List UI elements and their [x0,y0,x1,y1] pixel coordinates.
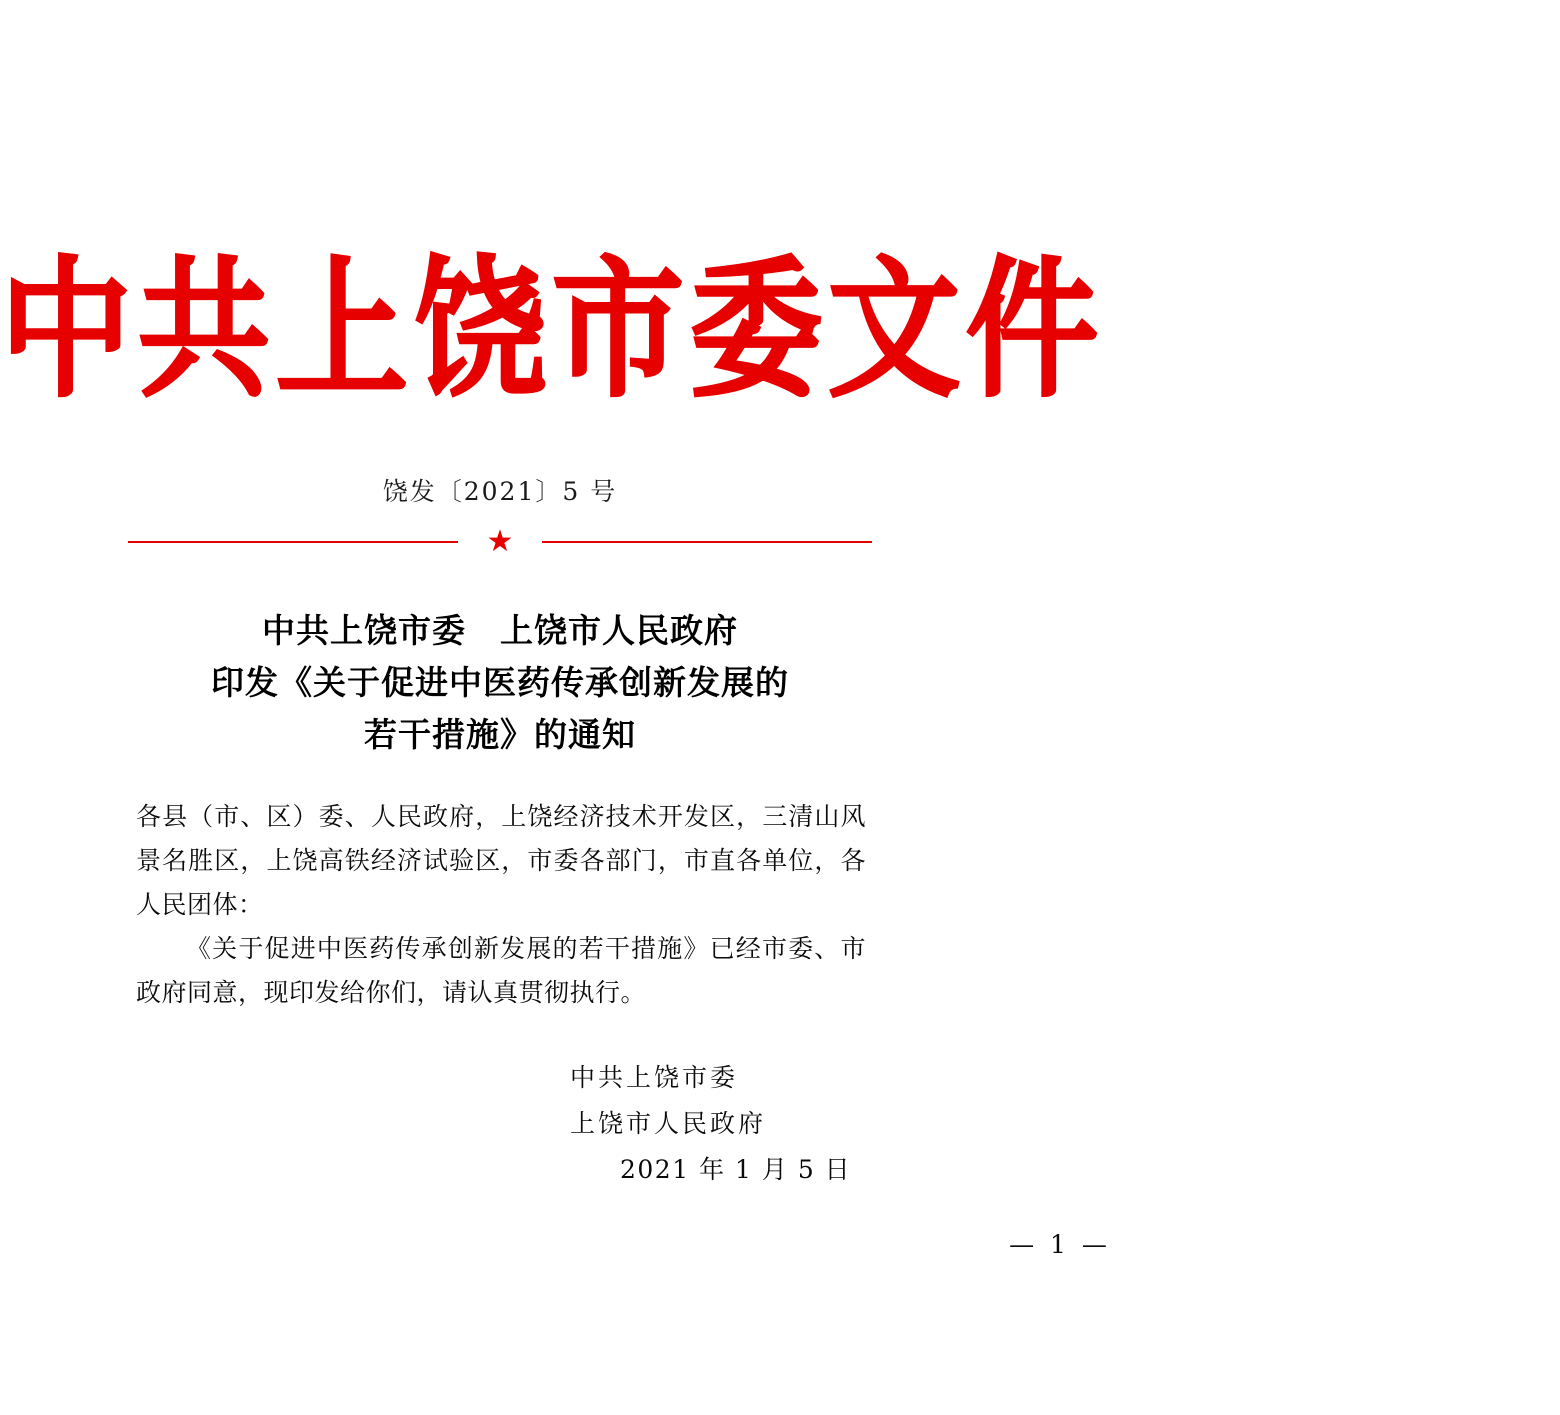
signature-org-government: 上饶市人民政府 [570,1109,767,1138]
separator-line-right [542,541,872,543]
body-paragraph: 《关于促进中医药传承创新发展的若干措施》已经市委、市政府同意，现印发给你们，请认真贯彻执行。 [136,934,866,1007]
recipients-paragraph: 各县（市、区）委、人民政府，上饶经济技术开发区，三清山风景名胜区，上饶高铁经济试验区，市委各部门，市直各单位，各人民团体： [136,802,866,919]
signature-date: 2021 年 1 月 5 日 [620,1155,852,1184]
separator-line-left [128,541,458,543]
star-icon: ★ [486,524,514,559]
document-body [136,795,866,1015]
title-line-1: 中共上饶市委 上饶市人民政府 [262,611,738,650]
title-line-2: 印发《关于促进中医药传承创新发展的 [211,663,789,702]
page-number: — 1 — [1009,1230,1111,1259]
document-title [130,605,870,761]
title-line-3: 若干措施》的通知 [364,715,636,754]
document-number: 饶发〔2021〕5 号 [382,477,618,506]
masthead [0,241,1104,419]
red-separator-rule [128,524,872,559]
masthead-title: 中共上饶市委文件 [0,241,1104,419]
signature-org-party: 中共上饶市委 [570,1063,739,1092]
signature-block [0,1055,1000,1193]
